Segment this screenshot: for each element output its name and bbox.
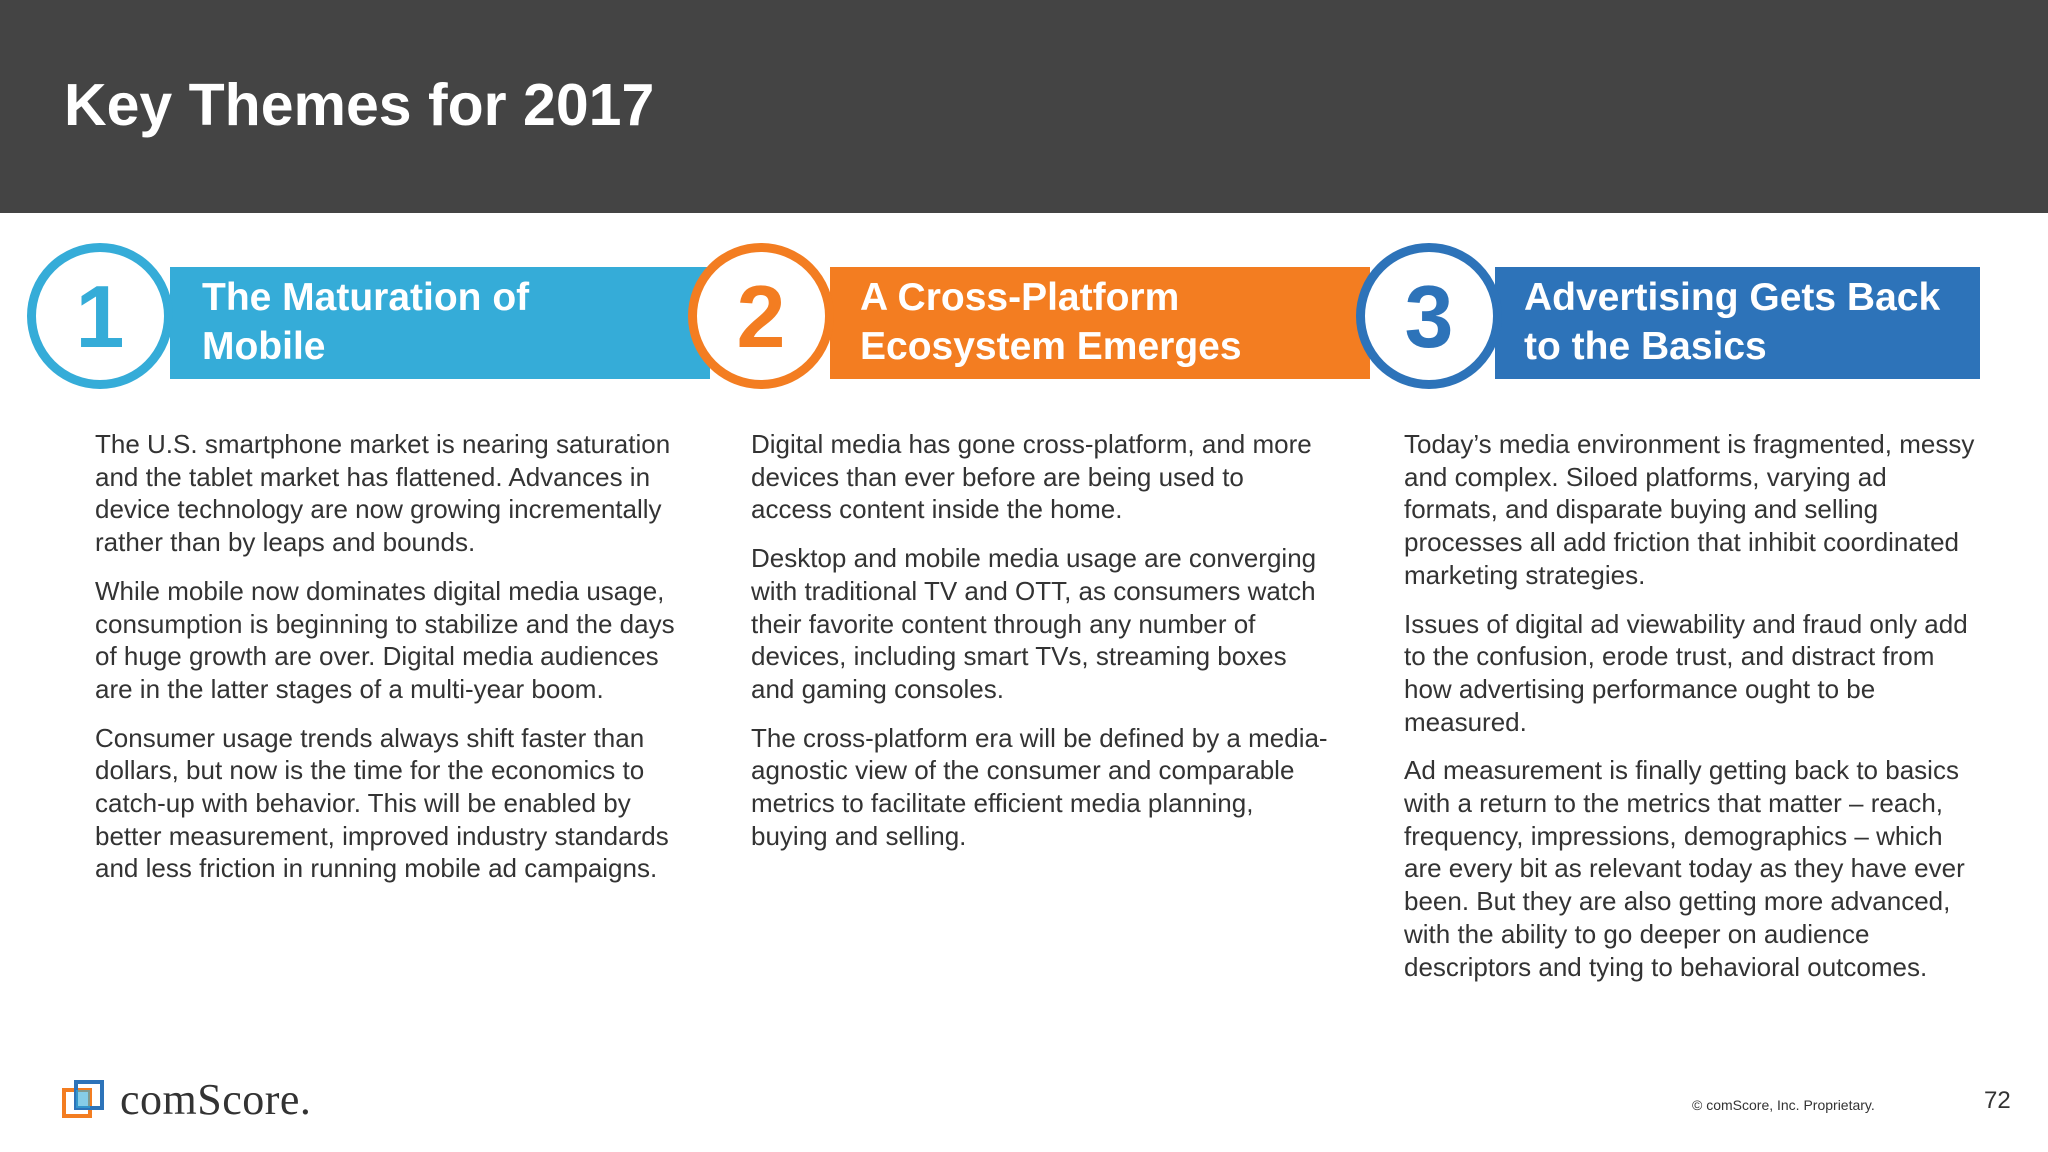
theme-3-number: 3	[1404, 267, 1454, 366]
theme-1-number: 1	[75, 267, 125, 366]
comscore-logo-icon	[62, 1078, 106, 1122]
theme-3-paragraph: Today’s media environment is fragmented, messy and complex. Siloed platforms, varying ad formats, and disparate buying and selling processes all add friction that inhibit coordinated marketing strategies.	[1404, 429, 1975, 590]
theme-2-paragraph: The cross-platform era will be defined by a media-agnostic view of the consumer and comparable metrics to facilitate efficient media planning, buying and selling.	[751, 722, 1328, 851]
theme-3-number-circle	[1356, 243, 1502, 389]
theme-3-title	[1524, 273, 1984, 371]
theme-1-paragraph: The U.S. smartphone market is nearing saturation and the tablet market has flattened. Advances in device technology are now growing incrementally rather than by leaps and bounds.	[95, 429, 671, 558]
theme-1-title	[202, 273, 662, 371]
theme-2-paragraph: Digital media has gone cross-platform, and more devices than ever before are being used to access content inside the home.	[751, 429, 1312, 525]
comscore-logo-text: comScore.	[120, 1075, 312, 1124]
page-number: 72	[1984, 1087, 2011, 1114]
theme-1-title-line2: Mobile	[202, 325, 326, 368]
theme-3-body	[1404, 428, 1984, 999]
theme-2-title-line1: A Cross-Platform	[860, 276, 1180, 319]
theme-1-paragraph: While mobile now dominates digital media usage, consumption is beginning to stabilize and the days of huge growth are over. Digital media audiences are in the latter stages of a multi-year boom.	[95, 575, 675, 704]
theme-1-paragraph: Consumer usage trends always shift faster than dollars, but now is the time for the economics to catch-up with behavior. This will be enabled by better measurement, improved industry standards and less friction in running mobile ad campaigns.	[95, 722, 669, 884]
page-title: Key Themes for 2017	[64, 72, 655, 138]
theme-2-paragraph: Desktop and mobile media usage are converging with traditional TV and OTT, as consumers watch their favorite content through any number of devices, including smart TVs, streaming boxes and gaming consoles.	[751, 543, 1317, 704]
theme-2-title-line2: Ecosystem Emerges	[860, 325, 1242, 368]
theme-2-number-circle	[688, 243, 834, 389]
theme-2-body	[751, 428, 1331, 868]
theme-3-paragraph: Issues of digital ad viewability and fraud only add to the confusion, erode trust, and distract from how advertising performance ought to be measured.	[1404, 608, 1968, 737]
theme-3-title-line1: Advertising Gets Back	[1524, 276, 1941, 319]
theme-1-number-circle	[27, 243, 173, 389]
theme-3-paragraph: Ad measurement is finally getting back to basics with a return to the metrics that matter – reach, frequency, impressions, demographics – which are every bit as relevant today as they have ever been. But they are also getting more advanced, with the ability to go deeper on audience descriptors and tying to behavioral outcomes.	[1404, 755, 1965, 982]
theme-3-title-line2: to the Basics	[1524, 325, 1767, 368]
comscore-logo	[62, 1075, 312, 1124]
copyright-notice: © comScore, Inc. Proprietary.	[1692, 1097, 1875, 1113]
theme-1-title-line1: The Maturation of	[202, 276, 530, 319]
theme-1-body	[95, 428, 675, 901]
theme-2-number: 2	[736, 267, 786, 366]
theme-2-title	[860, 273, 1320, 371]
